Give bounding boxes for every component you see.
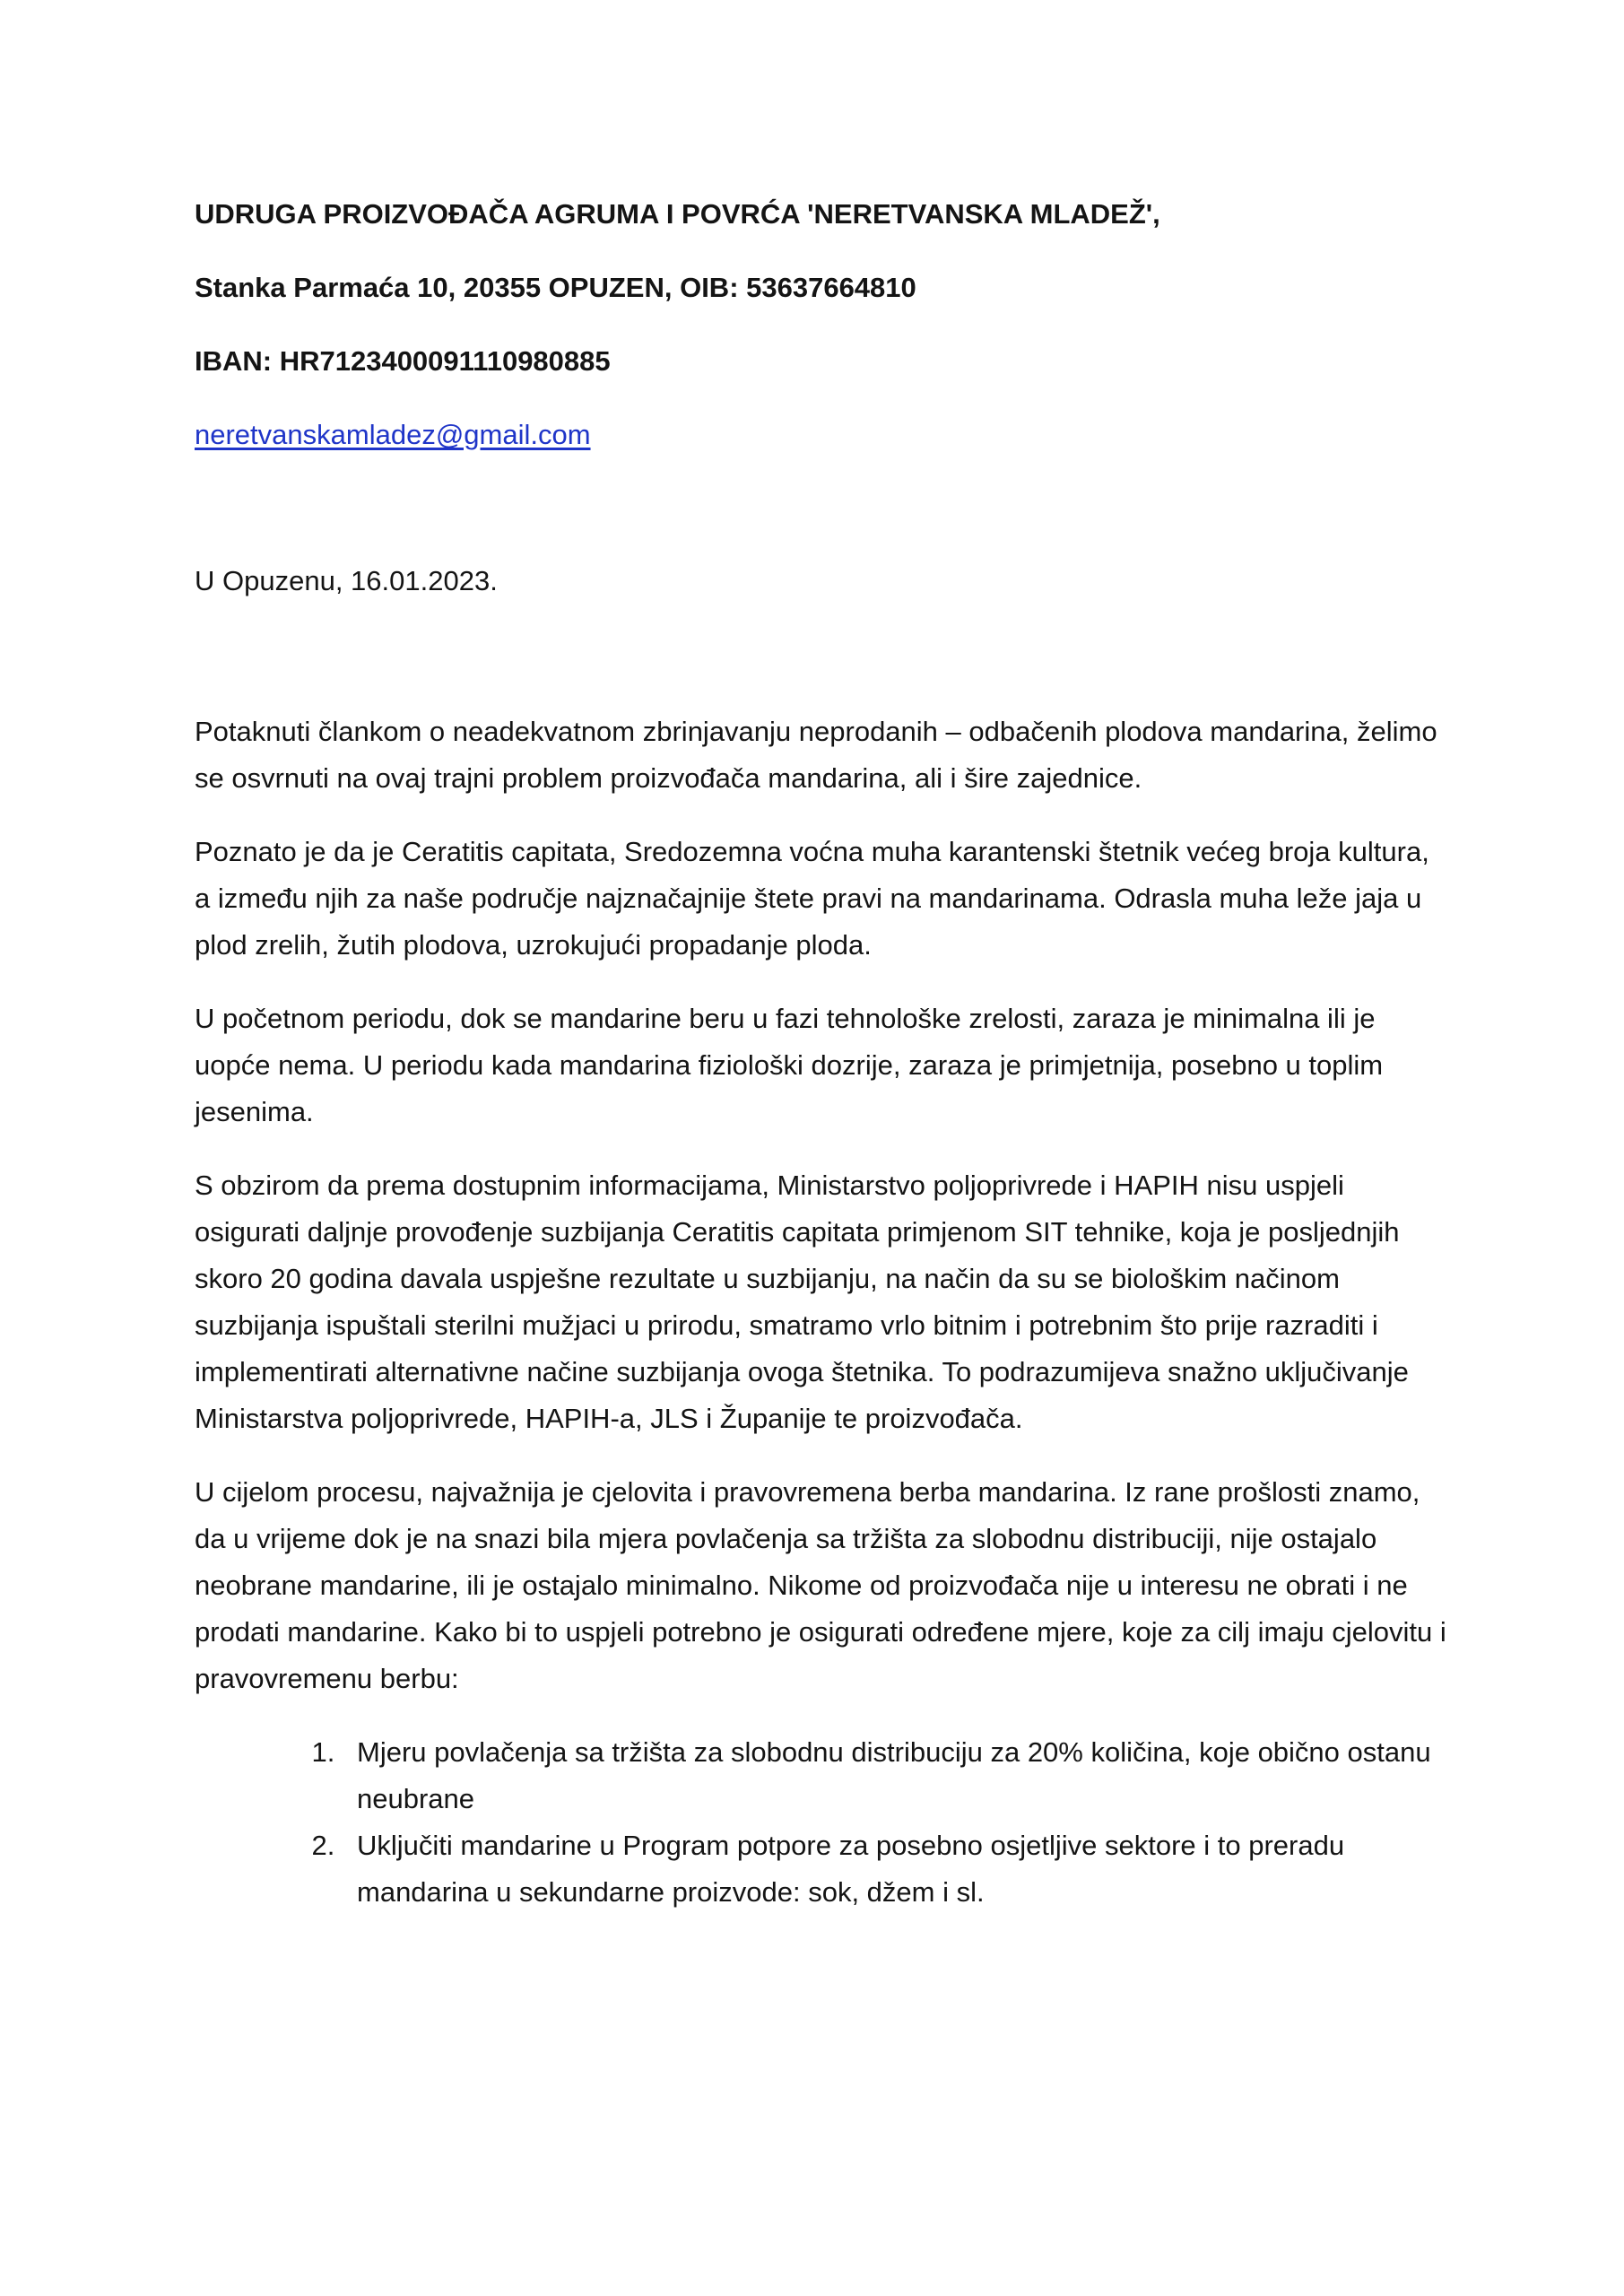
organization-iban: IBAN: HR7123400091110980885 <box>195 345 611 377</box>
paragraph: Poznato je da je Ceratitis capitata, Sredozemna voćna muha karantenski štetnik većeg broja kultura, a između njih za naše područje najznačajnije štete pravi na mandarinama. Odrasla muha leže jaja u plod zrelih, žutih plodova, uzrokujući propadanje ploda. <box>195 836 1429 961</box>
paragraph: Potaknuti člankom o neadekvatnom zbrinjavanju neprodanih – odbačenih plodova mandarina, želimo se osvrnuti na ovaj trajni problem proizvođača mandarina, ali i šire zajednice. <box>195 716 1437 794</box>
organization-address: Stanka Parmaća 10, 20355 OPUZEN, OIB: 53637664810 <box>195 272 916 303</box>
list-item: 1. Mjeru povlačenja sa tržišta za slobodnu distribuciju za 20% količina, koje obično ostanu neubrane <box>343 1729 1450 1822</box>
letter-body <box>195 709 1450 1916</box>
paragraph: S obzirom da prema dostupnim informacijama, Ministarstvo poljoprivrede i HAPIH nisu uspjeli osigurati daljnje provođenje suzbijanja Ceratitis capitata primjenom SIT tehnike, koja je posljednjih skoro 20 godina davala uspješne rezultate u suzbijanju, na način da su se biološkim načinom suzbijanja ispuštali sterilni mužjaci u prirodu, smatramo vrlo bitnim i potrebnim što prije razraditi i implementirati alternativne načine suzbijanja ovoga štetnika. To podrazumijeva snažno uključivanje Ministarstva poljoprivrede, HAPIH-a, JLS i Županije te proizvođača. <box>195 1170 1409 1434</box>
list-item: 2. Uključiti mandarine u Program potpore za posebno osjetljive sektore i to preradu mandarina u sekundarne proizvode: sok, džem i sl. <box>343 1822 1450 1916</box>
email-link[interactable]: neretvanskamladez@gmail.com <box>195 419 591 450</box>
paragraph: U početnom periodu, dok se mandarine beru u fazi tehnološke zrelosti, zaraza je minimalna ili je uopće nema. U periodu kada mandarina fiziološki dozrije, zaraza je primjetnija, posebno u toplim jesenima. <box>195 1003 1384 1127</box>
paragraph: U cijelom procesu, najvažnija je cjelovita i pravovremena berba mandarina. Iz rane prošlosti znamo, da u vrijeme dok je na snazi bila mjera povlačenja sa tržišta za slobodnu distribuciji, nije ostajalo neobrane mandarine, ili je ostajalo minimalno. Nikome od proizvođača nije u interesu ne obrati i ne prodati mandarine. Kako bi to uspjeli potrebno je osigurati određene mjere, koje za cilj imaju cjelovitu i pravovremenu berbu: <box>195 1476 1446 1694</box>
place-date: U Opuzenu, 16.01.2023. <box>195 565 498 596</box>
measures-list <box>195 1729 1450 1916</box>
organization-name: UDRUGA PROIZVOĐAČA AGRUMA I POVRĆA 'NERETVANSKA MLADEŽ', <box>195 198 1160 230</box>
